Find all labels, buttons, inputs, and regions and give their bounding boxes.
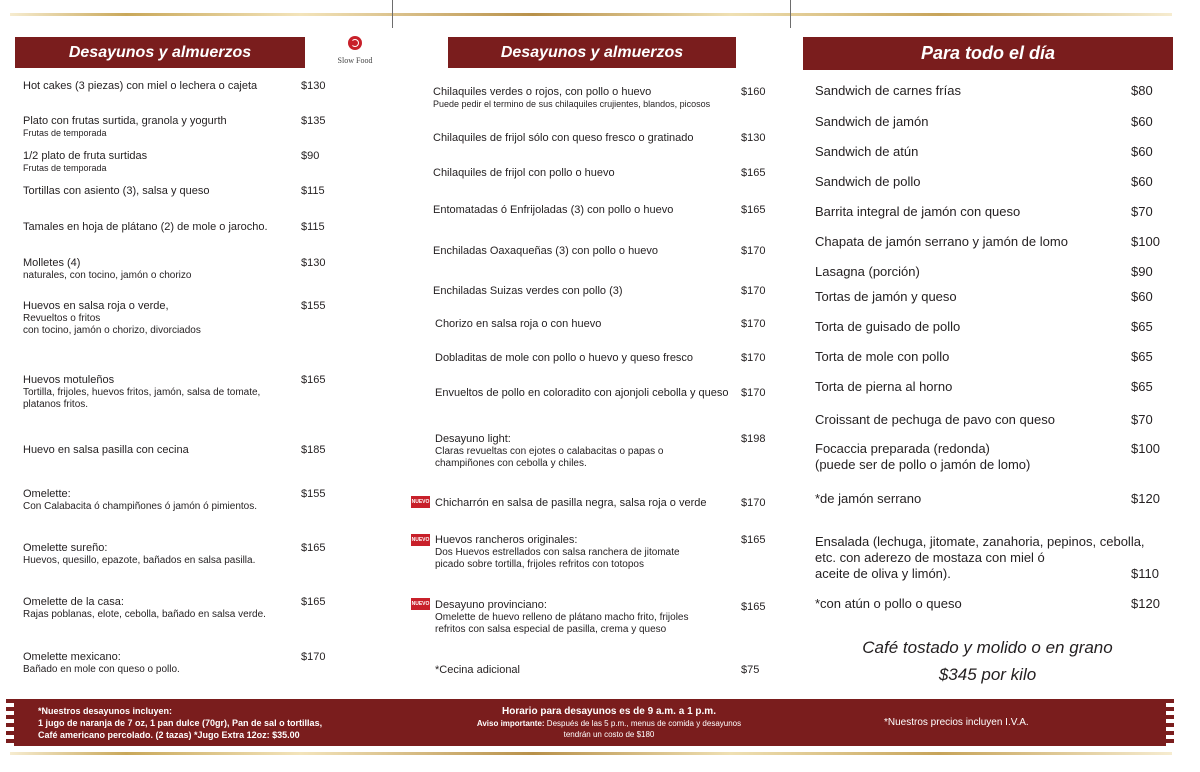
menu-price: $170 xyxy=(741,245,766,257)
menu-item: Huevos rancheros originales: Dos Huevos estrellados con salsa ranchera de jitomate picado sobre tortilla, frijoles refritos con totopos xyxy=(435,534,680,570)
menu-price: $165 xyxy=(301,542,326,554)
menu-item: Chapata de jamón serrano y jamón de lomo xyxy=(815,234,1068,249)
menu-item: Tortillas con asiento (3), salsa y queso xyxy=(23,185,210,197)
menu-item: Sandwich de pollo xyxy=(815,174,921,189)
menu-item: Sandwich de jamón xyxy=(815,114,929,129)
fold-line-right xyxy=(790,0,791,28)
menu-price: $115 xyxy=(301,221,325,233)
menu-price: $165 xyxy=(301,596,326,608)
menu-price: $155 xyxy=(301,300,326,312)
menu-price: $100 xyxy=(1131,234,1160,249)
menu-item: Lasagna (porción) xyxy=(815,264,920,279)
menu-item: Tamales en hoja de plátano (2) de mole o jarocho. xyxy=(23,221,268,233)
menu-item: Focaccia preparada (redonda) (puede ser de pollo o jamón de lomo) xyxy=(815,441,1031,472)
menu-price: $185 xyxy=(301,444,326,456)
menu-price: $170 xyxy=(741,352,766,364)
nuevo-badge: NUEVO xyxy=(411,534,430,546)
menu-price: $70 xyxy=(1131,204,1153,219)
fold-line-left xyxy=(392,0,393,28)
bottom-gold-border xyxy=(10,752,1172,755)
menu-price: $155 xyxy=(301,488,326,500)
menu-price: $165 xyxy=(741,167,766,179)
menu-price: $115 xyxy=(301,185,325,197)
menu-price: $165 xyxy=(301,374,326,386)
menu-item: Dobladitas de mole con pollo o huevo y queso fresco xyxy=(435,352,694,364)
menu-item: Chorizo en salsa roja o con huevo xyxy=(435,318,602,330)
menu-price: $60 xyxy=(1131,174,1153,189)
nuevo-badge: NUEVO xyxy=(411,598,430,610)
logo-text: Slow Food xyxy=(337,56,373,65)
menu-item: Hot cakes (3 piezas) con miel o lechera o cajeta xyxy=(23,80,258,92)
menu-price: $120 xyxy=(1131,491,1160,506)
menu-item: Torta de pierna al horno xyxy=(815,379,953,394)
menu-item: Desayuno light: Claras revueltas con ejotes o calabacitas o papas o champiñones con cebolla y chiles. xyxy=(435,433,664,469)
menu-price: $170 xyxy=(741,387,766,399)
menu-item: Chilaquiles de frijol sólo con queso fresco o gratinado xyxy=(433,132,694,144)
menu-item: Huevo en salsa pasilla con cecina xyxy=(23,444,189,456)
menu-price: $100 xyxy=(1131,441,1160,456)
menu-item: Huevos motuleños Tortilla, frijoles, huevos fritos, jamón, salsa de tomate, platanos fritos. xyxy=(23,374,261,410)
menu-price: $165 xyxy=(741,204,766,216)
menu-price: $198 xyxy=(741,433,766,445)
menu-price: $165 xyxy=(741,601,766,613)
menu-price: $60 xyxy=(1131,144,1153,159)
coffee-line: Café tostado y molido o en grano xyxy=(862,638,1113,657)
col2-header: Desayunos y almuerzos xyxy=(448,37,736,68)
menu-price: $70 xyxy=(1131,412,1153,427)
menu-item: *con atún o pollo o queso xyxy=(815,596,962,611)
menu-price: $170 xyxy=(301,651,326,663)
menu-price: $170 xyxy=(741,318,766,330)
menu-item: *de jamón serrano xyxy=(815,491,922,506)
menu-item: Torta de guisado de pollo xyxy=(815,319,961,334)
menu-item: Torta de mole con pollo xyxy=(815,349,950,364)
slow-food-logo xyxy=(330,36,380,68)
menu-item: Chicharrón en salsa de pasilla negra, salsa roja o verde xyxy=(435,497,707,509)
menu-item: Entomatadas ó Enfrijoladas (3) con pollo o huevo xyxy=(433,204,674,216)
menu-item: Plato con frutas surtida, granola y yogurth Frutas de temporada xyxy=(23,115,227,138)
menu-price: $60 xyxy=(1131,289,1153,304)
menu-item: Barrita integral de jamón con queso xyxy=(815,204,1021,219)
menu-price: $80 xyxy=(1131,83,1153,98)
menu-price: $90 xyxy=(1131,264,1153,279)
menu-item: Omelette mexicano: Bañado en mole con queso o pollo. xyxy=(23,651,180,675)
menu-price: $120 xyxy=(1131,596,1160,611)
menu-price: $130 xyxy=(741,132,766,144)
menu-item: Sandwich de atún xyxy=(815,144,919,159)
menu-item: *Cecina adicional xyxy=(435,664,520,676)
menu-price: $110 xyxy=(1131,566,1159,581)
menu-price: $135 xyxy=(301,115,326,127)
breakfast-schedule: Horario para desayunos es de 9 a.m. a 1 p.m. Aviso importante: Después de las 5 p.m., menus de comida y desayunos tendrán un costo de $180 xyxy=(476,706,742,739)
menu-price: $75 xyxy=(741,664,760,676)
footer-bar xyxy=(14,699,1166,746)
top-gold-border xyxy=(10,13,1172,16)
menu-item: Desayuno provinciano: Omelette de huevo relleno de plátano macho frito, frijoles refritos con salsa especial de pasilla, crema y queso xyxy=(435,599,689,635)
snail-icon xyxy=(348,36,362,50)
menu-price: $90 xyxy=(301,150,320,162)
menu-price: $65 xyxy=(1131,379,1153,394)
col3-header: Para todo el día xyxy=(803,37,1173,70)
menu-item: 1/2 plato de fruta surtidas Frutas de temporada xyxy=(23,150,148,173)
menu-item: Enchiladas Oaxaqueñas (3) con pollo o huevo xyxy=(433,245,659,257)
menu-item: Omelette sureño: Huevos, quesillo, epazote, bañados en salsa pasilla. xyxy=(23,542,256,566)
menu-item: Omelette de la casa: Rajas poblanas, elote, cebolla, bañado en salsa verde. xyxy=(23,596,266,620)
nuevo-badge: NUEVO xyxy=(411,496,430,508)
breakfast-includes: *Nuestros desayunos incluyen: 1 jugo de naranja de 7 oz, 1 pan dulce (70gr), Pan de sal o tortillas, Café americano percolado. (2 tazas) *Jugo Extra 12oz: $35.00 xyxy=(38,706,323,740)
iva-note: *Nuestros precios incluyen I.V.A. xyxy=(884,717,1029,728)
menu-item: Omelette: Con Calabacita ó champiñones ó jamón ó pimientos. xyxy=(23,488,258,512)
coffee-price: $345 por kilo xyxy=(938,665,1037,684)
menu-price: $60 xyxy=(1131,114,1153,129)
menu-price: $170 xyxy=(741,285,766,297)
menu-item: Molletes (4) naturales, con tocino, jamón o chorizo xyxy=(23,257,192,281)
menu-item: Tortas de jamón y queso xyxy=(815,289,957,304)
menu-price: $160 xyxy=(741,86,766,98)
menu-item: Enchiladas Suizas verdes con pollo (3) xyxy=(433,285,623,297)
menu-price: $130 xyxy=(301,257,326,269)
menu-price: $130 xyxy=(301,80,326,92)
menu-item: Chilaquiles de frijol con pollo o huevo xyxy=(433,167,615,179)
menu-item: Croissant de pechuga de pavo con queso xyxy=(815,412,1055,427)
menu-price: $170 xyxy=(741,497,766,509)
menu-price: $65 xyxy=(1131,319,1153,334)
col1-header: Desayunos y almuerzos xyxy=(15,37,305,68)
menu-item: Envueltos de pollo en coloradito con ajonjoli cebolla y queso xyxy=(435,387,729,399)
menu-price: $65 xyxy=(1131,349,1153,364)
menu-item: Chilaquiles verdes o rojos, con pollo o huevo Puede pedir el termino de sus chilaquiles crujientes, blandos, picosos xyxy=(433,86,711,109)
menu-item: Ensalada (lechuga, jitomate, zanahoria, pepinos, cebolla, etc. con aderezo de mostaza con miel ó aceite de oliva y limón). xyxy=(815,534,1145,581)
menu-price: $165 xyxy=(741,534,766,546)
menu-item: Sandwich de carnes frías xyxy=(815,83,961,98)
menu-item: Huevos en salsa roja o verde, Revueltos o fritos con tocino, jamón o chorizo, divorciados xyxy=(23,300,201,336)
